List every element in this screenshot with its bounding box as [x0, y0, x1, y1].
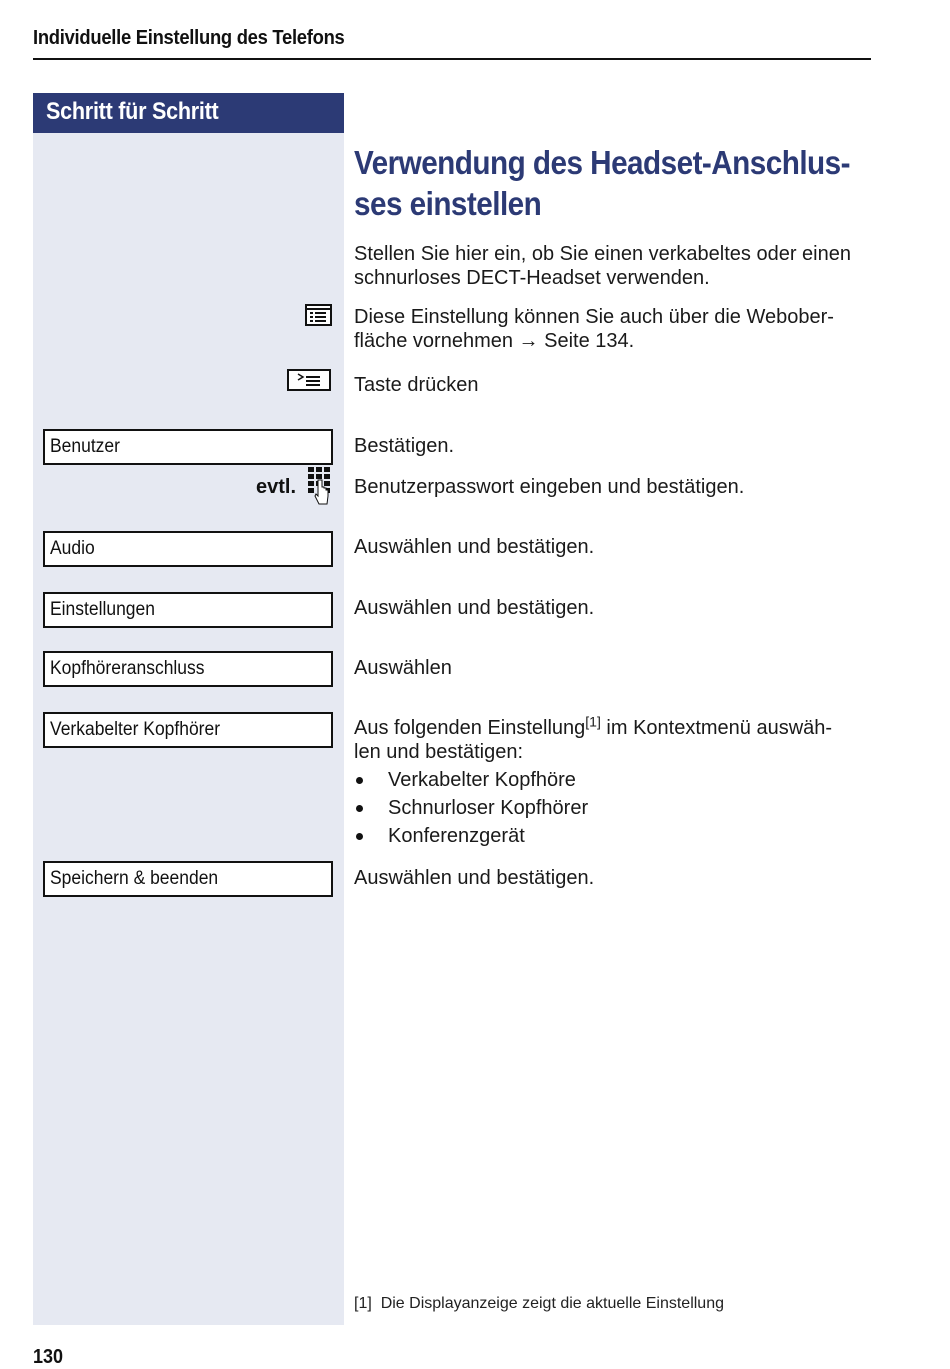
web-interface-icon	[305, 304, 332, 331]
footnote	[354, 1295, 724, 1313]
footnote-reference: [1]	[585, 713, 601, 730]
web-interface-note: Diese Einstellung können Sie auch über die Webober- fläche vornehmen → Seite 134.	[354, 306, 834, 352]
footnote-marker: [1]	[354, 1295, 372, 1312]
menu-item-einstellungen[interactable]: Einstellungen	[43, 592, 333, 628]
menu-item-kopfhoereranschluss[interactable]: Kopfhöreranschluss	[43, 651, 333, 687]
step-confirm: Bestätigen.	[354, 435, 455, 457]
step-password: Benutzerpasswort eingeben und bestätigen.	[354, 476, 745, 498]
options-list	[354, 766, 884, 850]
running-header: Individuelle Einstellung des Telefons	[33, 27, 345, 49]
intro-text: Stellen Sie hier ein, ob Sie einen verkabeltes oder einen schnurloses DECT-Headset verwenden.	[354, 243, 851, 289]
page-title-line-1: Verwendung des Headset-Anschlus-	[354, 144, 850, 181]
step-options: Aus folgenden Einstellung[1] im Kontextmenü auswäh- len und bestätigen: Verkabelter Kopfhöre Schnurloser Kopfhörer Konferenzgerät	[354, 716, 884, 850]
keypad-icon	[307, 466, 333, 511]
step-select: Auswählen	[354, 657, 452, 679]
optional-label: evtl.	[256, 476, 297, 498]
list-item: Schnurloser Kopfhörer	[354, 794, 884, 822]
header-divider	[33, 58, 871, 60]
menu-item-verkabelter-kopfhoerer[interactable]: Verkabelter Kopfhörer	[43, 712, 333, 748]
list-item: Verkabelter Kopfhöre	[354, 766, 884, 794]
see-page-arrow: →	[518, 330, 539, 352]
page-title	[354, 142, 894, 224]
footnote-text: Die Displayanzeige zeigt die aktuelle Einstellung	[380, 1295, 724, 1312]
list-item: Konferenzgerät	[354, 822, 884, 850]
page-title-line-2: ses einstellen	[354, 185, 542, 222]
sidebar-title: Schritt für Schritt	[33, 93, 344, 133]
page-number: 130	[33, 1346, 64, 1368]
menu-item-audio[interactable]: Audio	[43, 531, 333, 567]
step-save: Auswählen und bestätigen.	[354, 867, 595, 889]
menu-key-icon	[287, 369, 331, 396]
page-reference-link[interactable]: Seite 134.	[544, 330, 635, 352]
step-sidebar	[33, 93, 344, 1325]
menu-item-speichern-beenden[interactable]: Speichern & beenden	[43, 861, 333, 897]
menu-item-benutzer[interactable]: Benutzer	[43, 429, 333, 465]
step-press-key: Taste drücken	[354, 374, 479, 396]
step-select-settings: Auswählen und bestätigen.	[354, 597, 595, 619]
step-select-audio: Auswählen und bestätigen.	[354, 536, 595, 558]
